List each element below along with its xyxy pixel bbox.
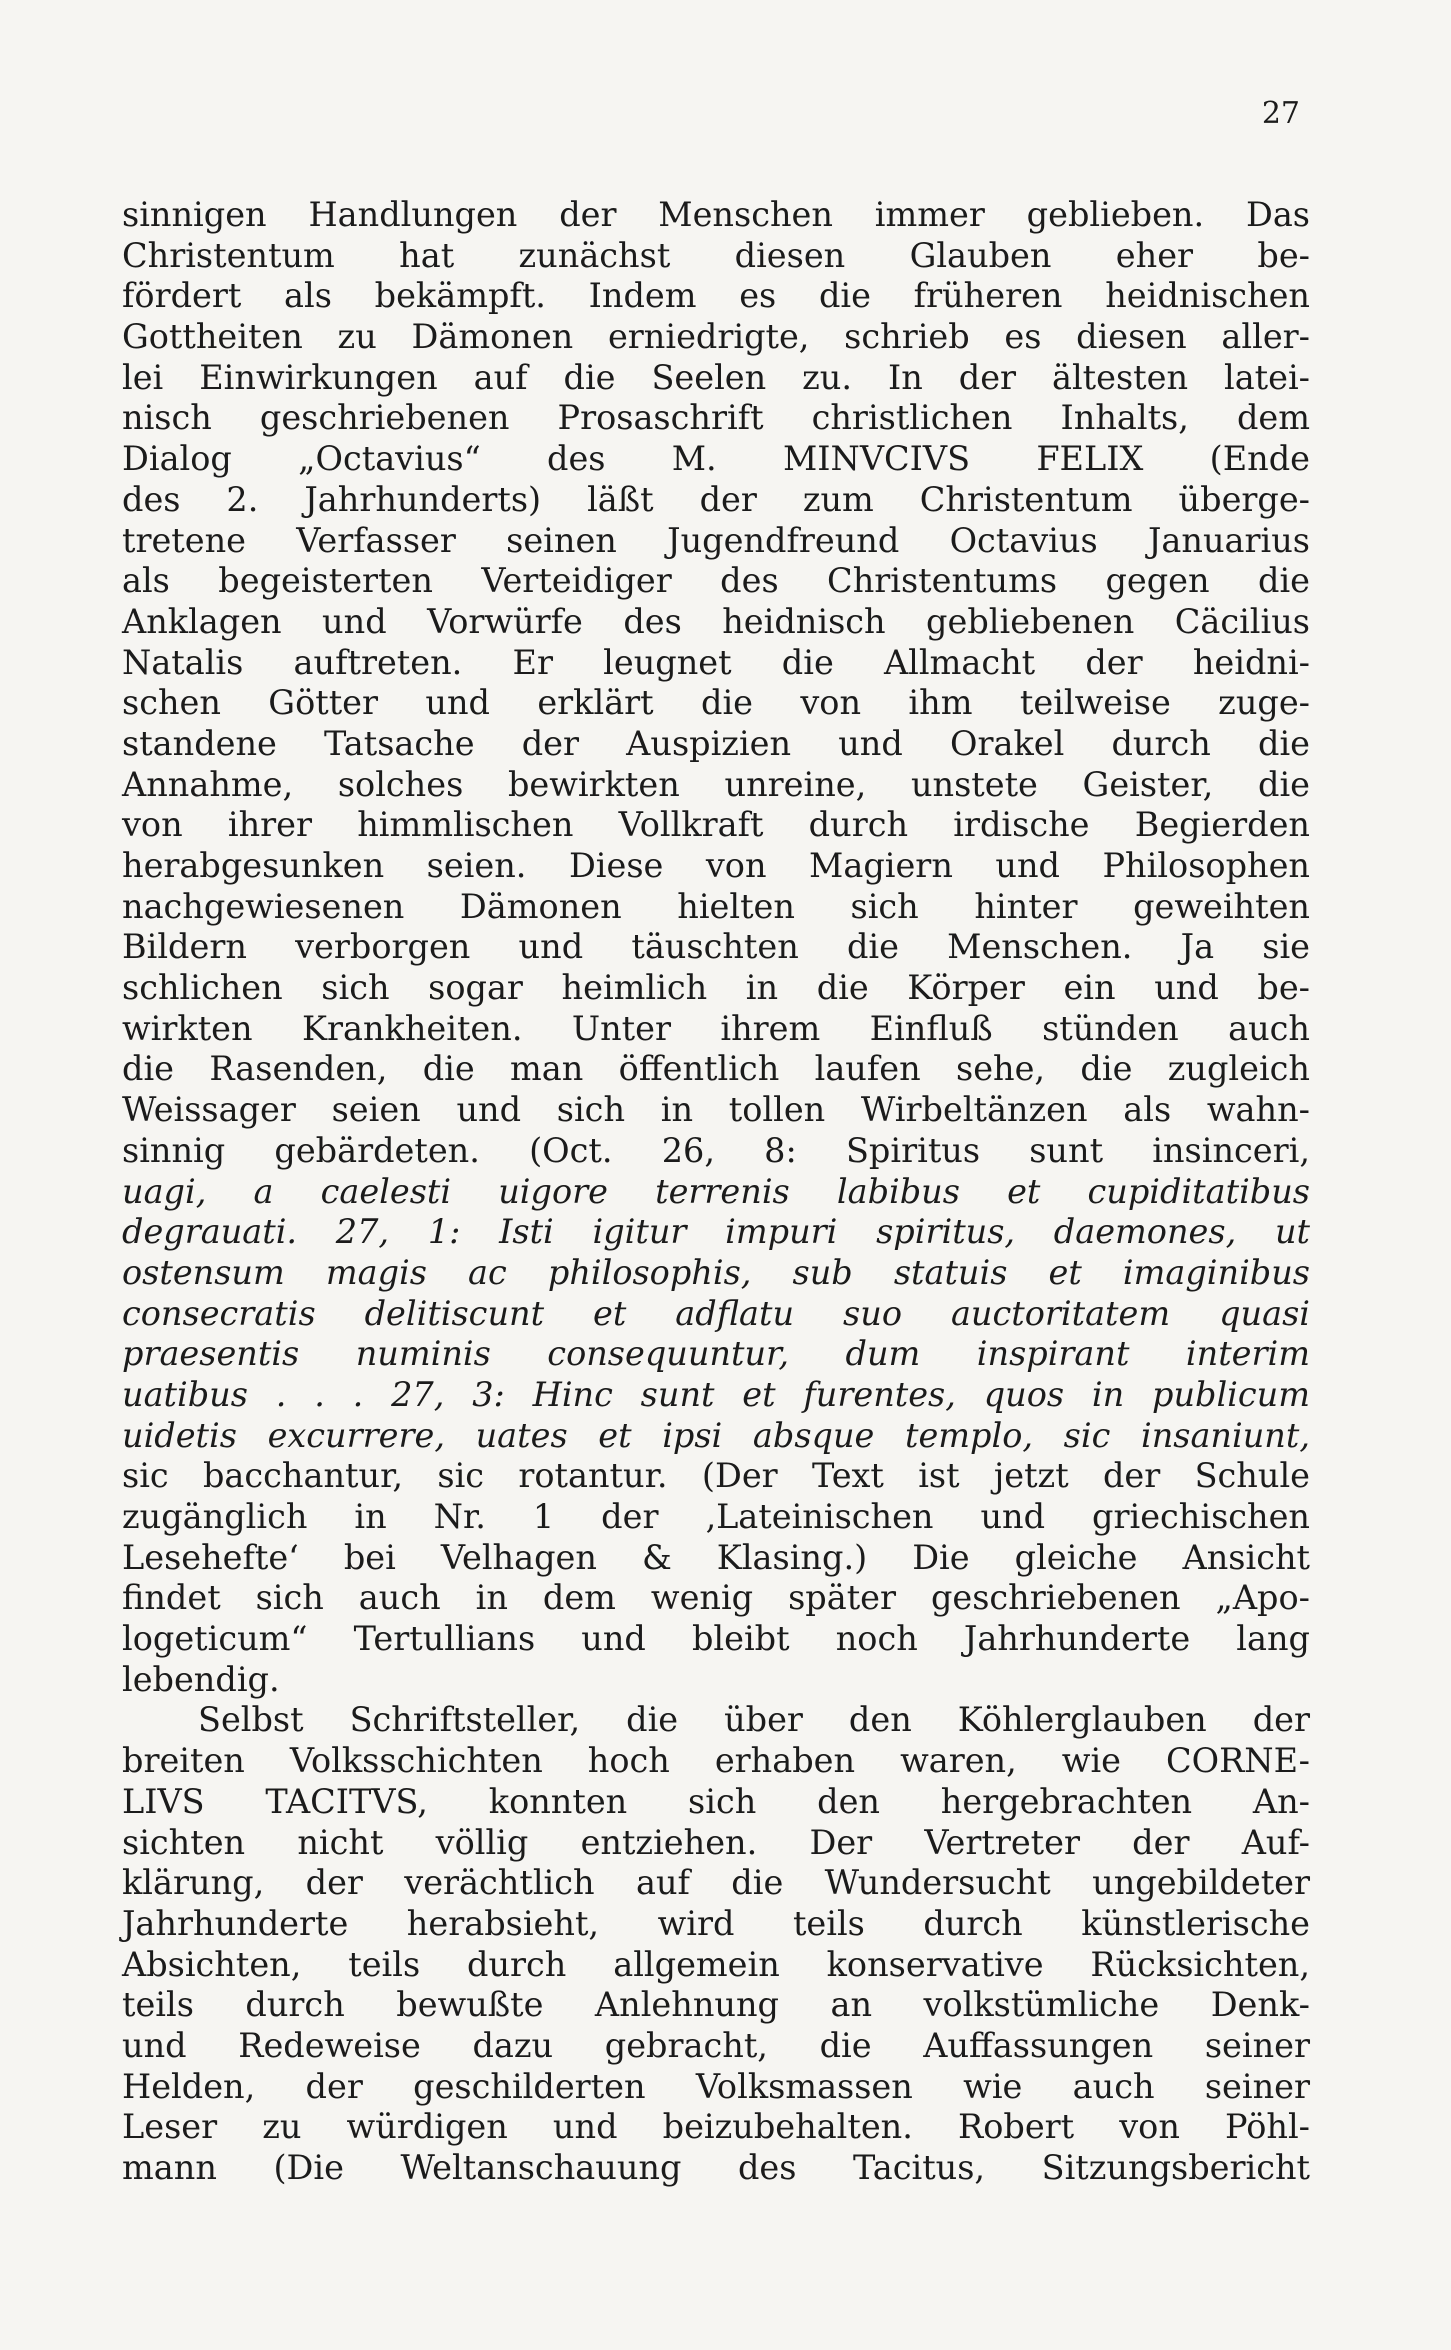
text-line: des 2. Jahrhunderts) läßt der zum Christentum überge- bbox=[122, 479, 1310, 519]
text-line: LIVS TACITVS, konnten sich den hergebrachten An- bbox=[122, 1781, 1310, 1821]
latin-quote-line: uidetis excurrere, uates et ipsi absque templo, sic insaniunt, bbox=[122, 1415, 1310, 1455]
text-line: findet sich auch in dem wenig später geschriebenen „Apo- bbox=[122, 1578, 1310, 1618]
text-line: breiten Volksschichten hoch erhaben waren, wie CORNE- bbox=[122, 1741, 1310, 1781]
text-line: wirkten Krankheiten. Unter ihrem Einfluß stünden auch bbox=[122, 1008, 1310, 1048]
text-line: Dialog „Octavius“ des M. MINVCIVS FELIX (Ende bbox=[122, 439, 1310, 479]
text-line: sichten nicht völlig entziehen. Der Vertreter der Auf- bbox=[122, 1822, 1310, 1862]
text-line: Helden, der geschilderten Volksmassen wie auch seiner bbox=[122, 2066, 1310, 2106]
latin-quote-line: consecratis delitiscunt et adflatu suo auctoritatem quasi bbox=[122, 1293, 1310, 1333]
text-line: klärung, der verächtlich auf die Wundersucht ungebildeter bbox=[122, 1863, 1310, 1903]
text-line: standene Tatsache der Auspizien und Orakel durch die bbox=[122, 723, 1310, 763]
text-line: und Redeweise dazu gebracht, die Auffassungen seiner bbox=[122, 2025, 1310, 2065]
text-line: Jahrhunderte herabsieht, wird teils durch künstlerische bbox=[122, 1903, 1310, 1943]
text-line: Christentum hat zunächst diesen Glauben eher be- bbox=[122, 235, 1310, 275]
paragraph-2 bbox=[122, 1700, 1310, 2188]
text-line: nachgewiesenen Dämonen hielten sich hinter geweihten bbox=[122, 886, 1310, 926]
latin-quote-line: uatibus . . . 27, 3: Hinc sunt et furentes, quos in publicum bbox=[122, 1374, 1310, 1414]
text-line: fördert als bekämpft. Indem es die früheren heidnischen bbox=[122, 276, 1310, 316]
text-line: Anklagen und Vorwürfe des heidnisch gebliebenen Cäcilius bbox=[122, 601, 1310, 641]
latin-quote-line: degrauati. 27, 1: Isti igitur impuri spiritus, daemones, ut bbox=[122, 1212, 1310, 1252]
latin-quote-line: ostensum magis ac philosophis, sub statuis et imaginibus bbox=[122, 1252, 1310, 1292]
latin-quote-line: uagi, a caelesti uigore terrenis labibus et cupiditatibus bbox=[122, 1171, 1310, 1211]
text-line: als begeisterten Verteidiger des Christentums gegen die bbox=[122, 561, 1310, 601]
text-line: Absichten, teils durch allgemein konservative Rücksichten, bbox=[122, 1944, 1310, 1984]
text-line: Lesehefte‘ bei Velhagen & Klasing.) Die gleiche Ansicht bbox=[122, 1537, 1310, 1577]
text-line: sinnigen Handlungen der Menschen immer geblieben. Das bbox=[122, 195, 1310, 234]
text-line: lei Einwirkungen auf die Seelen zu. In der ältesten latei- bbox=[122, 357, 1310, 397]
latin-quote-line: praesentis numinis consequuntur, dum inspirant interim bbox=[122, 1334, 1310, 1374]
text-line: lebendig. bbox=[122, 1659, 280, 1699]
text-line: tretene Verfasser seinen Jugendfreund Octavius Januarius bbox=[122, 520, 1310, 560]
text-line: herabgesunken seien. Diese von Magiern und Philosophen bbox=[122, 846, 1310, 885]
text-line: Selbst Schriftsteller, die über den Köhlerglauben der bbox=[198, 1700, 1310, 1740]
text-line: die Rasenden, die man öffentlich laufen sehe, die zugleich bbox=[122, 1049, 1310, 1089]
text-line: Gottheiten zu Dämonen erniedrigte, schrieb es diesen aller- bbox=[122, 317, 1310, 357]
body-text bbox=[122, 195, 1310, 2189]
paragraph-1 bbox=[122, 195, 1310, 1700]
text-line: sinnig gebärdeten. (Oct. 26, 8: Spiritus sunt insinceri, bbox=[122, 1130, 1310, 1170]
text-line: Annahme, solches bewirkten unreine, unstete Geister, die bbox=[122, 764, 1310, 804]
text-line: von ihrer himmlischen Vollkraft durch irdische Begierden bbox=[122, 805, 1310, 845]
text-line: mann (Die Weltanschauung des Tacitus, Sitzungsbericht bbox=[122, 2148, 1310, 2187]
text-line: Weissager seien und sich in tollen Wirbeltänzen als wahn- bbox=[122, 1090, 1310, 1130]
text-line: zugänglich in Nr. 1 der ‚Lateinischen und griechischen bbox=[122, 1497, 1310, 1536]
text-line: teils durch bewußte Anlehnung an volkstümliche Denk- bbox=[122, 1985, 1310, 2025]
text-line: schen Götter und erklärt die von ihm teilweise zuge- bbox=[122, 683, 1310, 723]
text-line: Leser zu würdigen und beizubehalten. Robert von Pöhl- bbox=[122, 2107, 1310, 2147]
text-line: logeticum“ Tertullians und bleibt noch Jahrhunderte lang bbox=[122, 1619, 1310, 1659]
text-line: Bildern verborgen und täuschten die Menschen. Ja sie bbox=[122, 927, 1310, 967]
text-line: sic bacchantur, sic rotantur. (Der Text ist jetzt der Schule bbox=[122, 1456, 1310, 1496]
text-line: nisch geschriebenen Prosaschrift christlichen Inhalts, dem bbox=[122, 398, 1310, 438]
page-number: 27 bbox=[1261, 96, 1300, 131]
text-line: Natalis auftreten. Er leugnet die Allmacht der heidni- bbox=[122, 642, 1310, 682]
text-line: schlichen sich sogar heimlich in die Körper ein und be- bbox=[122, 968, 1310, 1008]
